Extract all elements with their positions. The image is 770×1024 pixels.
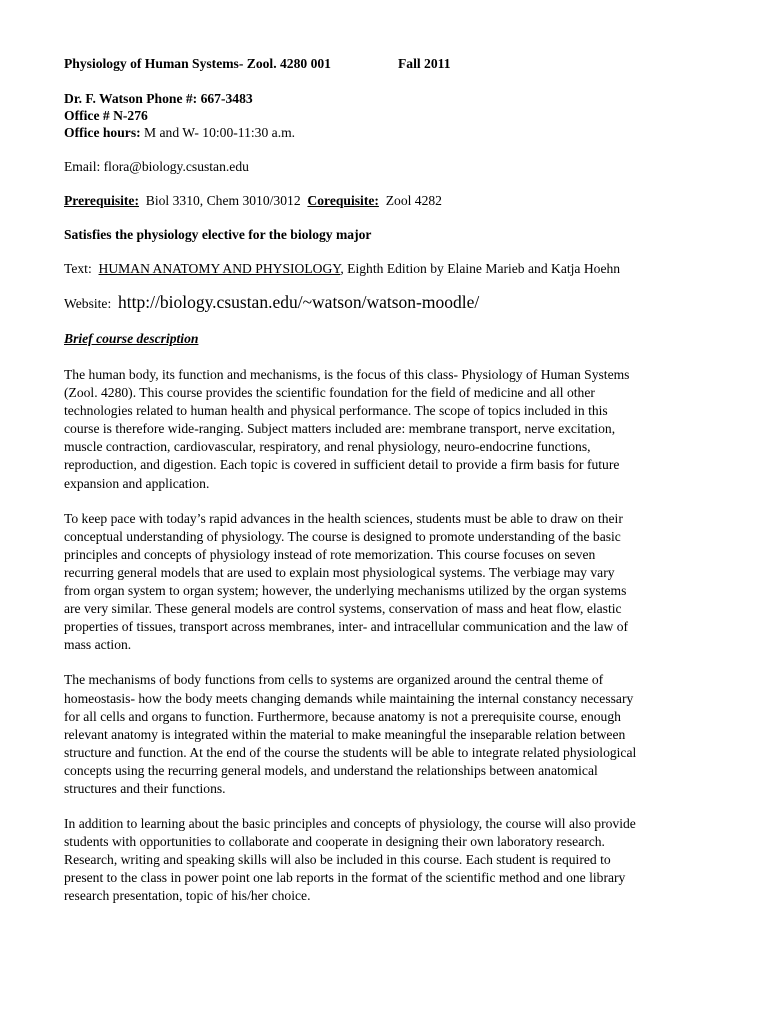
paragraph-line: structure and function. At the end of the course the students will be able to integrate related physiological	[64, 744, 637, 760]
textbook-details: , Eighth Edition by Elaine Marieb and Katja Hoehn	[340, 261, 621, 276]
description-paragraph-4	[64, 815, 714, 905]
paragraph-line: structures and their functions.	[64, 780, 226, 796]
course-header	[64, 56, 714, 73]
paragraph-line: Research, writing and speaking skills will also be included in this course. Each student is required to	[64, 852, 611, 868]
requisites-line	[64, 192, 714, 209]
paragraph-line: principles and concepts of physiology instead of rote memorization. This course focuses on seven	[64, 546, 596, 562]
description-paragraph-1	[64, 366, 714, 493]
paragraph-line: properties of tissues, transport across membranes, inter- and intracellular communication and the law of	[64, 619, 629, 635]
corequisite-value: Zool 4282	[378, 193, 442, 208]
paragraph-line: expansion and application.	[64, 475, 210, 491]
paragraph-line: mass action.	[64, 637, 132, 653]
email-line: Email: flora@biology.csustan.edu	[64, 159, 249, 174]
website-label: Website:	[64, 296, 119, 311]
course-title: Physiology of Human Systems- Zool. 4280 001	[64, 56, 331, 71]
paragraph-line: The human body, its function and mechanisms, is the focus of this class- Physiology of Human Systems	[64, 367, 630, 382]
textbook-label: Text:	[64, 261, 99, 276]
paragraph-line: muscle contraction, cardiovascular, respiratory, and renal physiology, neuro-endocrine functions,	[64, 439, 591, 455]
office-hours-value: M and W- 10:00-11:30 a.m.	[140, 125, 296, 140]
paragraph-line: In addition to learning about the basic principles and concepts of physiology, the course will also provide	[64, 816, 636, 832]
paragraph-line: homeostasis- how the body meets changing demands while maintaining the internal constancy necessary	[64, 690, 634, 706]
website-line	[64, 292, 714, 314]
instructor-line: Dr. F. Watson Phone #: 667-3483	[64, 91, 253, 106]
syllabus-page	[64, 56, 714, 906]
paragraph-line: present to the class in power point one lab reports in the format of the scientific method and one library	[64, 870, 626, 886]
paragraph-line: research presentation, topic of his/her choice.	[64, 888, 311, 904]
paragraph-line: course is therefore wide-ranging. Subject matters included are: membrane transport, nerve excitation,	[64, 421, 616, 437]
website-link[interactable]: http://biology.csustan.edu/~watson/watson-moodle/	[118, 292, 480, 312]
paragraph-line: conceptual understanding of physiology. The course is designed to promote understanding of the basic	[64, 528, 621, 544]
paragraph-line: for all cells and organs to function. Furthermore, because anatomy is not a prerequisite course, enough	[64, 708, 621, 724]
course-term: Fall 2011	[398, 56, 451, 71]
paragraph-line: To keep pace with today’s rapid advances in the health sciences, students must be able to draw on their	[64, 510, 623, 526]
office-hours	[64, 124, 714, 141]
description-paragraph-3	[64, 671, 714, 798]
office-location: Office # N-276	[64, 108, 148, 123]
prerequisite-label: Prerequisite:	[64, 193, 139, 208]
paragraph-line: from organ system to organ system; however, the underlying mechanisms utilized by the organ systems	[64, 583, 627, 599]
paragraph-line: reproduction, and digestion. Each topic is covered in sufficient detail to provide a firm basis for future	[64, 457, 620, 473]
paragraph-line: students with opportunities to collaborate and cooperate in designing their own laboratory research.	[64, 834, 605, 850]
office-hours-label: Office hours:	[64, 125, 141, 140]
paragraph-line: concepts using the recurring general models, and understand the relationships between anatomical	[64, 762, 598, 778]
paragraph-line: recurring general models that are used to explain most physiological systems. The verbiage may vary	[64, 564, 615, 580]
paragraph-line: (Zool. 4280). This course provides the scientific foundation for the field of medicine and all other	[64, 385, 595, 401]
paragraph-line: are very similar. These general models are control systems, conservation of mass and heat flow, elastic	[64, 601, 622, 617]
section-heading: Brief course description	[64, 331, 199, 346]
corequisite-label: Corequisite:	[307, 193, 379, 208]
elective-note: Satisfies the physiology elective for the biology major	[64, 227, 372, 242]
paragraph-line: relevant anatomy is integrated within the material to make meaningful the inseparable relation between	[64, 726, 626, 742]
paragraph-line: technologies related to human health and physical performance. The scope of topics included in this	[64, 403, 608, 419]
description-paragraph-2	[64, 510, 714, 655]
prerequisite-value: Biol 3310, Chem 3010/3012	[139, 193, 308, 208]
textbook-title: HUMAN ANATOMY AND PHYSIOLOGY	[98, 261, 341, 276]
textbook-line	[64, 260, 714, 277]
paragraph-line: The mechanisms of body functions from cells to systems are organized around the central theme of	[64, 672, 604, 688]
